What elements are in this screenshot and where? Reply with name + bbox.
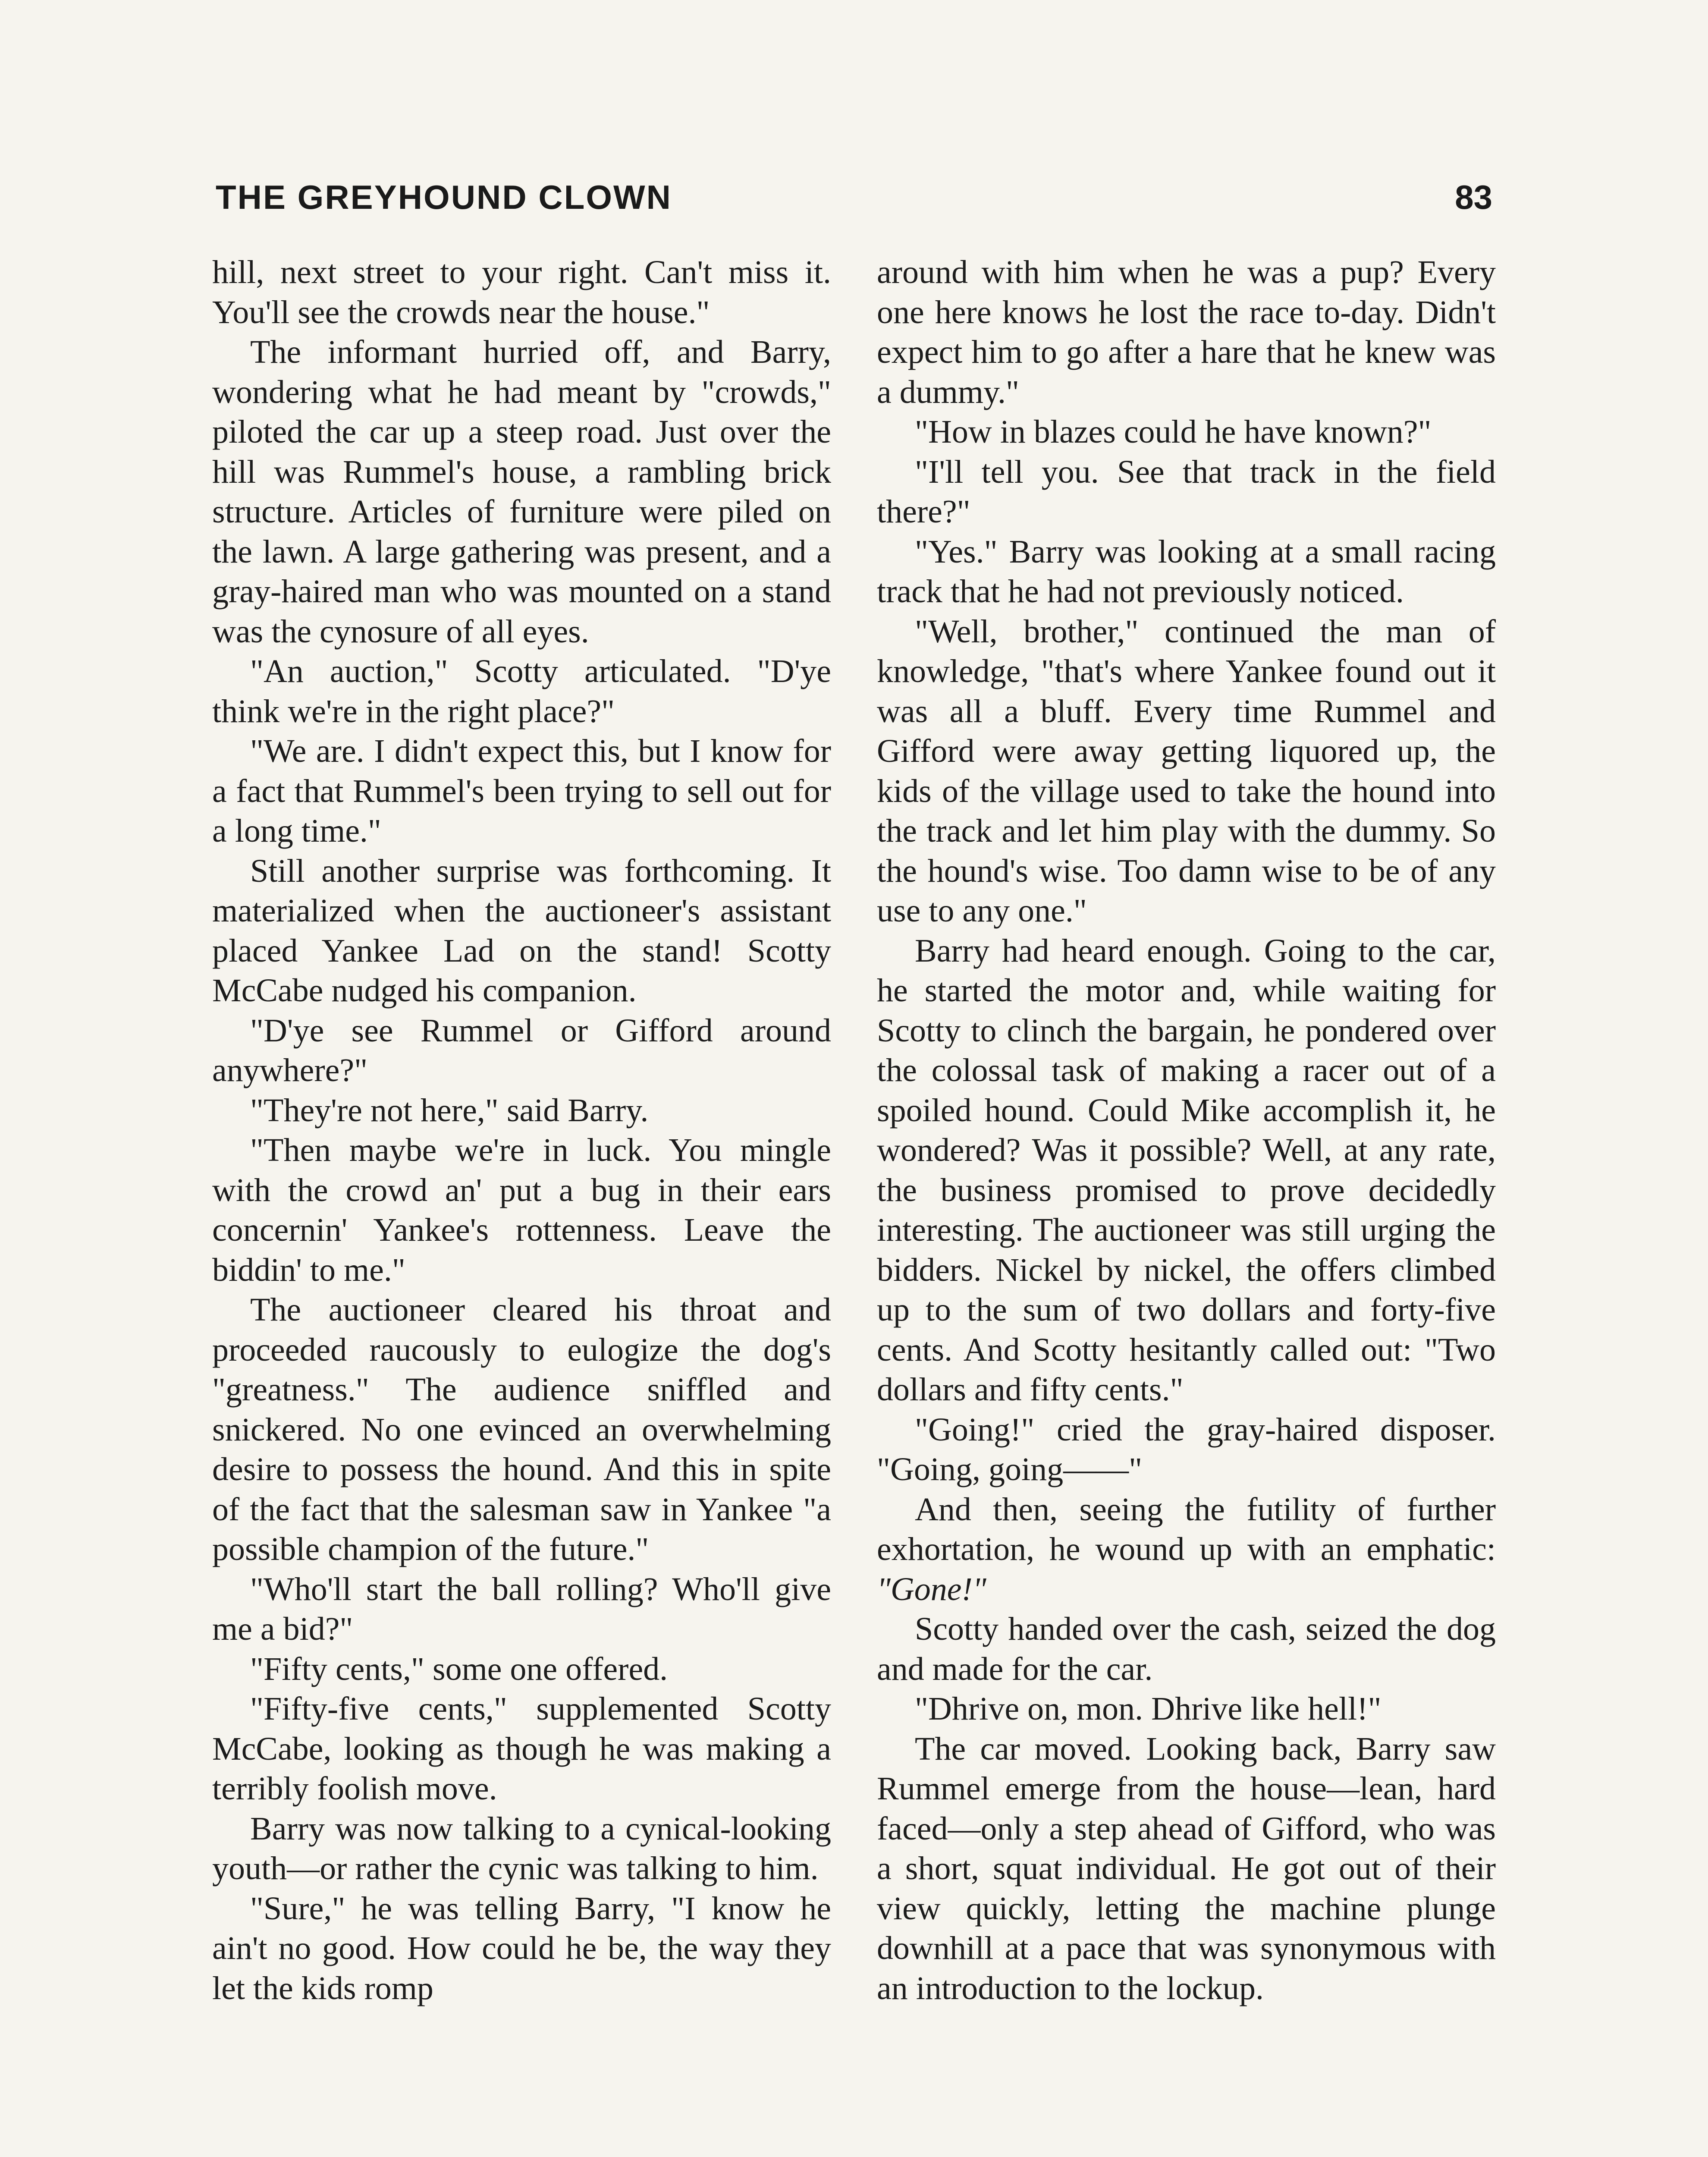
paragraph: around with him when he was a pup? Every one here knows he lost the race to-day. Didn't expect him to go after a hare that he knew was a dummy." <box>877 254 1496 410</box>
paragraph: "They're not here," said Barry. <box>250 1092 649 1129</box>
paragraph: The car moved. Looking back, Barry saw Rummel emerge from the house—lean, hard faced—only a step ahead of Gifford, who was a short, squat individual. He got out of their view quickly, letting the machine plunge downhill at a pace that was synonymous with an introduction to the lockup. <box>877 1730 1496 2006</box>
running-title: THE GREYHOUND CLOWN <box>216 178 672 216</box>
paragraph: "How in blazes could he have known?" <box>915 414 1432 450</box>
paragraph: "Who'll start the ball rolling? Who'll give me a bid?" <box>212 1571 831 1647</box>
paragraph: "D'ye see Rummel or Gifford around anywhere?" <box>212 1012 831 1088</box>
paragraph: Barry had heard enough. Going to the car, he started the motor and, while waiting for Scotty to clinch the bargain, he pondered over the colossal task of making a racer out of a spoiled hound. Could Mike accomplish it, he wondered? Was it possible? Well, at any rate, the business promised to prove decidedly interesting. The auctioneer was still urging the bidders. Nickel by nickel, the offers climbed up to the sum of two dollars and forty-five cents. And Scotty hesitantly called out: "Two dollars and fifty cents." <box>877 932 1496 1408</box>
right-column <box>877 252 1496 2008</box>
paragraph: "Yes." Barry was looking at a small racing track that he had not previously noticed. <box>877 533 1496 610</box>
left-column <box>212 252 831 2008</box>
paragraph: "Fifty-five cents," supplemented Scotty McCabe, looking as though he was making a terribly foolish move. <box>212 1691 831 1807</box>
paragraph: "An auction," Scotty articulated. "D'ye think we're in the right place?" <box>212 653 831 729</box>
paragraph: Barry was now talking to a cynical-looking youth—or rather the cynic was talking to him. <box>212 1810 831 1887</box>
paragraph: "We are. I didn't expect this, but I know for a fact that Rummel's been trying to sell out for a long time." <box>212 733 831 849</box>
paragraph: Still another surprise was forthcoming. It materialized when the auctioneer's assistant placed Yankee Lad on the stand! Scotty McCabe nudged his companion. <box>212 852 831 1009</box>
paragraph: "Then maybe we're in luck. You mingle with the crowd an' put a bug in their ears concernin' Yankee's rottenness. Leave the biddin' to me." <box>212 1132 831 1288</box>
paragraph: "Well, brother," continued the man of knowledge, "that's where Yankee found out it was all a bluff. Every time Rummel and Gifford were away getting liquored up, the kids of the village used to take the hound into the track and let him play with the dummy. So the hound's wise. Too damn wise to be of any use to any one." <box>877 613 1496 929</box>
paragraph: The auctioneer cleared his throat and proceeded raucously to eulogize the dog's "greatness." The audience sniffled and snickered. No one evinced an overwhelming desire to possess the hound. And this in spite of the fact that the salesman saw in Yankee "a possible champion of the future." <box>212 1292 831 1567</box>
page-header <box>216 178 1492 230</box>
paragraph: "Fifty cents," some one offered. <box>250 1651 668 1687</box>
paragraph: "Dhrive on, mon. Dhrive like hell!" <box>915 1691 1381 1727</box>
page-number: 83 <box>1455 178 1492 216</box>
paragraph: "I'll tell you. See that track in the field there?" <box>877 453 1496 530</box>
paragraph: "Going!" cried the gray-haired disposer. "Going, going——" <box>877 1411 1496 1487</box>
paragraph: And then, seeing the futility of further exhortation, he wound up with an emphatic: "Gone!" <box>877 1491 1496 1607</box>
paragraph: "Sure," he was telling Barry, "I know he ain't no good. How could he be, the way they let the kids romp <box>212 1890 831 2006</box>
paragraph: Scotty handed over the cash, seized the dog and made for the car. <box>877 1611 1496 1687</box>
paragraph: hill, next street to your right. Can't miss it. You'll see the crowds near the house." <box>212 254 831 330</box>
emphasis: "Gone!" <box>877 1571 986 1607</box>
paragraph: The informant hurried off, and Barry, wondering what he had meant by "crowds," piloted the car up a steep road. Just over the hill was Rummel's house, a rambling brick structure. Articles of furniture were piled on the lawn. A large gathering was present, and a gray-haired man who was mounted on a stand was the cynosure of all eyes. <box>212 334 831 650</box>
